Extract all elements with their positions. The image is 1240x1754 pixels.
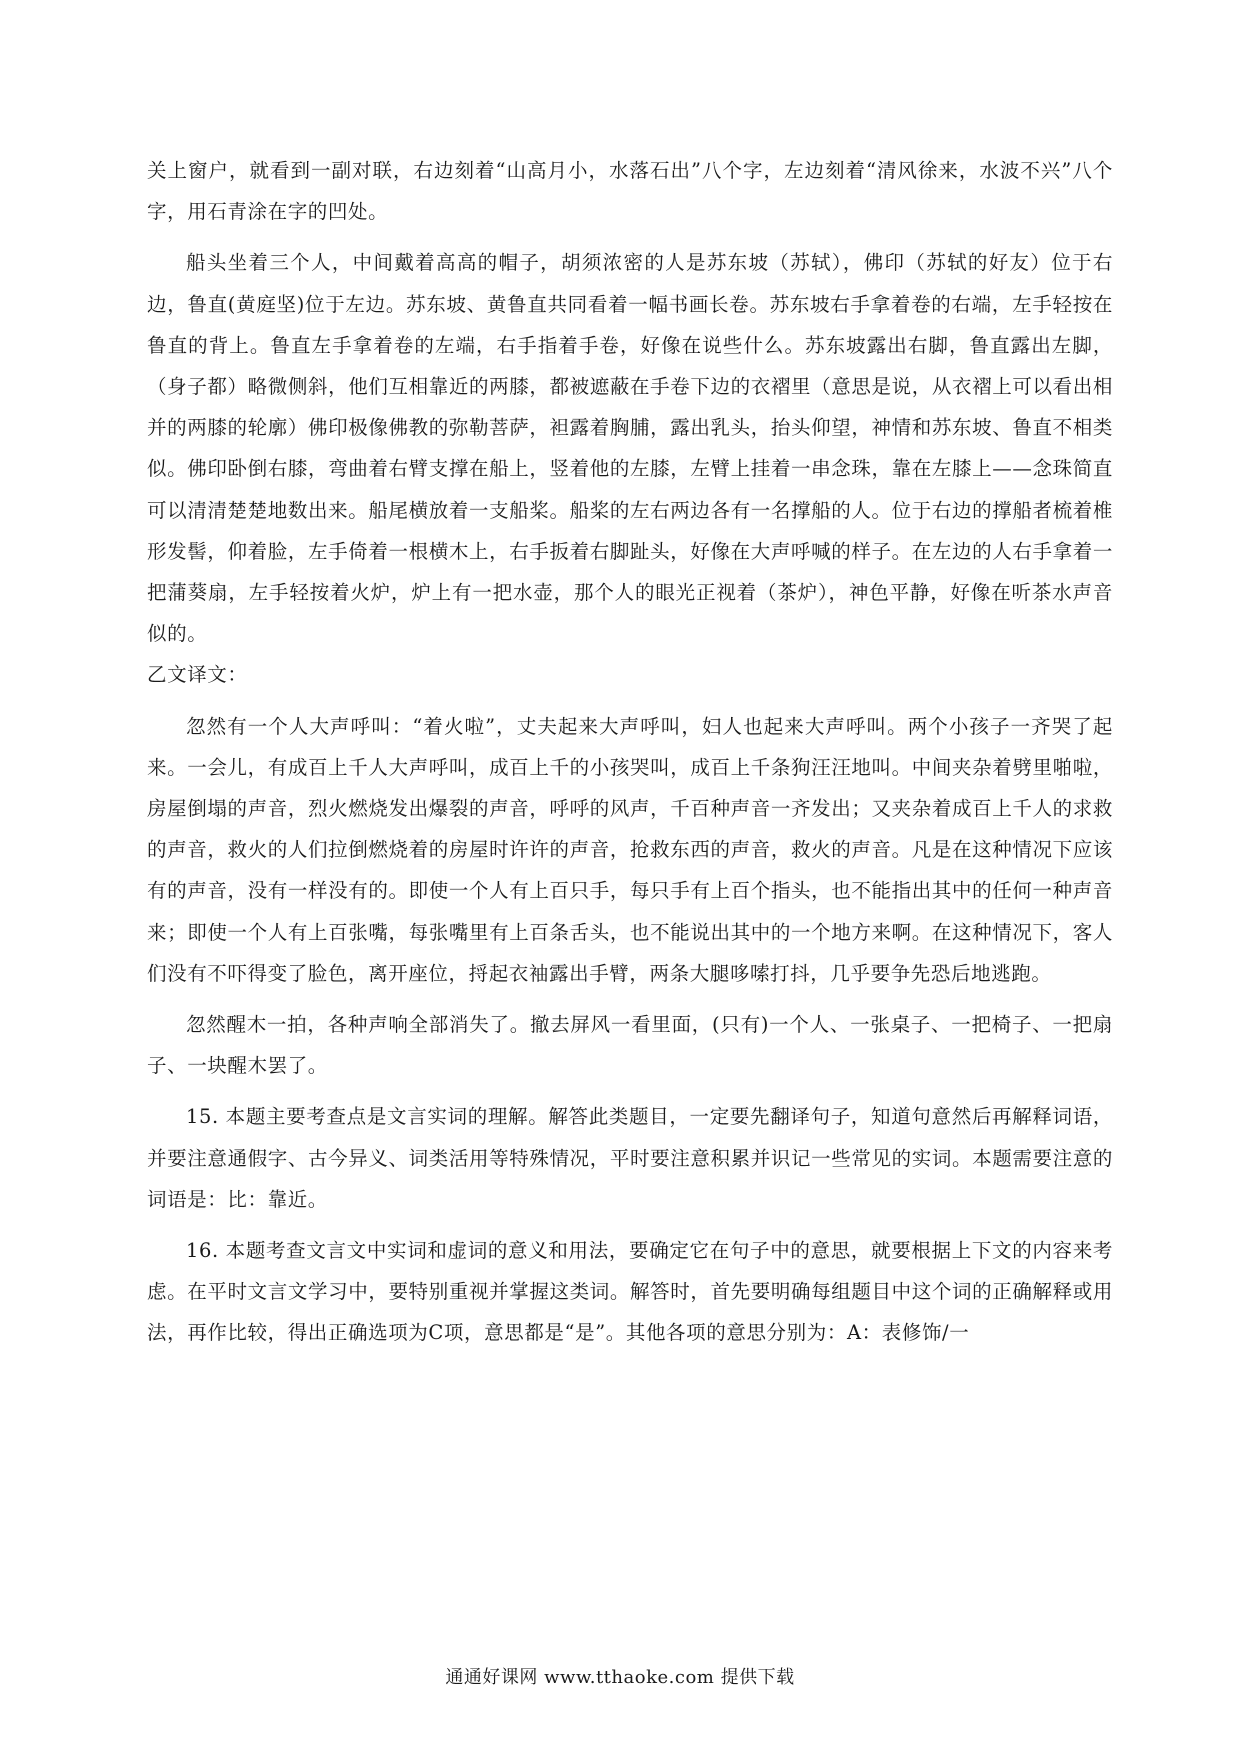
paragraph-ending: 忽然醒木一拍，各种声响全部消失了。撤去屏风一看里面，(只有)一个人、一张桌子、一把椅子、一把扇子、一块醒木罢了。 [147,1013,1113,1078]
page-footer: 通通好课网 www.tthaoke.com 提供下载 [445,1667,795,1688]
paragraph-boat-description: 船头坐着三个人，中间戴着高高的帽子，胡须浓密的人是苏东坡（苏轼），佛印（苏轼的好友）位于右边，鲁直(黄庭坚)位于左边。苏东坡、黄鲁直共同看着一幅书画长卷。苏东坡右手拿着卷的右端，左手轻按在鲁直的背上。鲁直左手拿着卷的左端，右手指着手卷，好像在说些什么。苏东坡露出右脚，鲁直露出左脚，（身子都）略微侧斜，他们互相靠近的两膝，都被遮蔽在手卷下边的衣褶里（意思是说，从衣褶上可以看出相并的两膝的轮廓）佛印极像佛教的弥勒菩萨，袒露着胸脯，露出乳头，抬头仰望，神情和苏东坡、鲁直不相类似。佛印卧倒右膝，弯曲着右臂支撑在船上，竖着他的左膝，左臂上挂着一串念珠，靠在左膝上——念珠简直可以清清楚楚地数出来。船尾横放着一支船桨。船桨的左右两边各有一名撑船的人。位于右边的撑船者梳着椎形发髻，仰着脸，左手倚着一根横木上，右手扳着右脚趾头，好像在大声呼喊的样子。在左边的人右手拿着一把蒲葵扇，左手轻按着火炉，炉上有一把水壶，那个人的眼光正视着（茶炉），神色平静，好像在听茶水声音似的。 [147,251,1113,646]
document-body [147,150,1113,1354]
paragraph-fire-sounds: 忽然有一个人大声呼叫：“着火啦”，丈夫起来大声呼叫，妇人也起来大声呼叫。两个小孩子一齐哭了起来。一会儿，有成百上千人大声呼叫，成百上千的小孩哭叫，成百上千条狗汪汪地叫。中间夹杂着劈里啪啦，房屋倒塌的声音，烈火燃烧发出爆裂的声音，呼呼的风声，千百种声音一齐发出；又夹杂着成百上千人的求救的声音，救火的人们拉倒燃烧着的房屋时许许的声音，抢救东西的声音，救火的声音。凡是在这种情况下应该有的声音，没有一样没有的。即使一个人有上百只手，每只手有上百个指头，也不能指出其中的任何一种声音来；即使一个人有上百张嘴，每张嘴里有上百条舌头，也不能说出其中的一个地方来啊。在这种情况下，客人们没有不吓得变了脸色，离开座位，捋起衣袖露出手臂，两条大腿哆嗦打抖，几乎要争先恐后地逃跑。 [147,714,1113,985]
paragraph-question-16: 16. 本题考查文言文中实词和虚词的意义和用法，要确定它在句子中的意思，就要根据上下文的内容来考虑。在平时文言文学习中，要特别重视并掌握这类词。解答时，首先要明确每组题目中这个词的正确解释或用法，再作比较，得出正确选项为C项，意思都是“是”。其他各项的意思分别为：A：表修饰/一 [147,1239,1113,1345]
paragraph-question-15: 15. 本题主要考查点是文言实词的理解。解答此类题目，一定要先翻译句子，知道句意然后再解释词语，并要注意通假字、古今异义、词类活用等特殊情况，平时要注意积累并识记一些常见的实词。本题需要注意的词语是：比：靠近。 [147,1105,1113,1211]
section-heading-yi-translation: 乙文译文： [147,663,248,687]
paragraph-couplet: 关上窗户，就看到一副对联，右边刻着“山高月小，水落石出”八个字，左边刻着“清风徐来，水波不兴”八个字，用石青涂在字的凹处。 [147,159,1113,224]
